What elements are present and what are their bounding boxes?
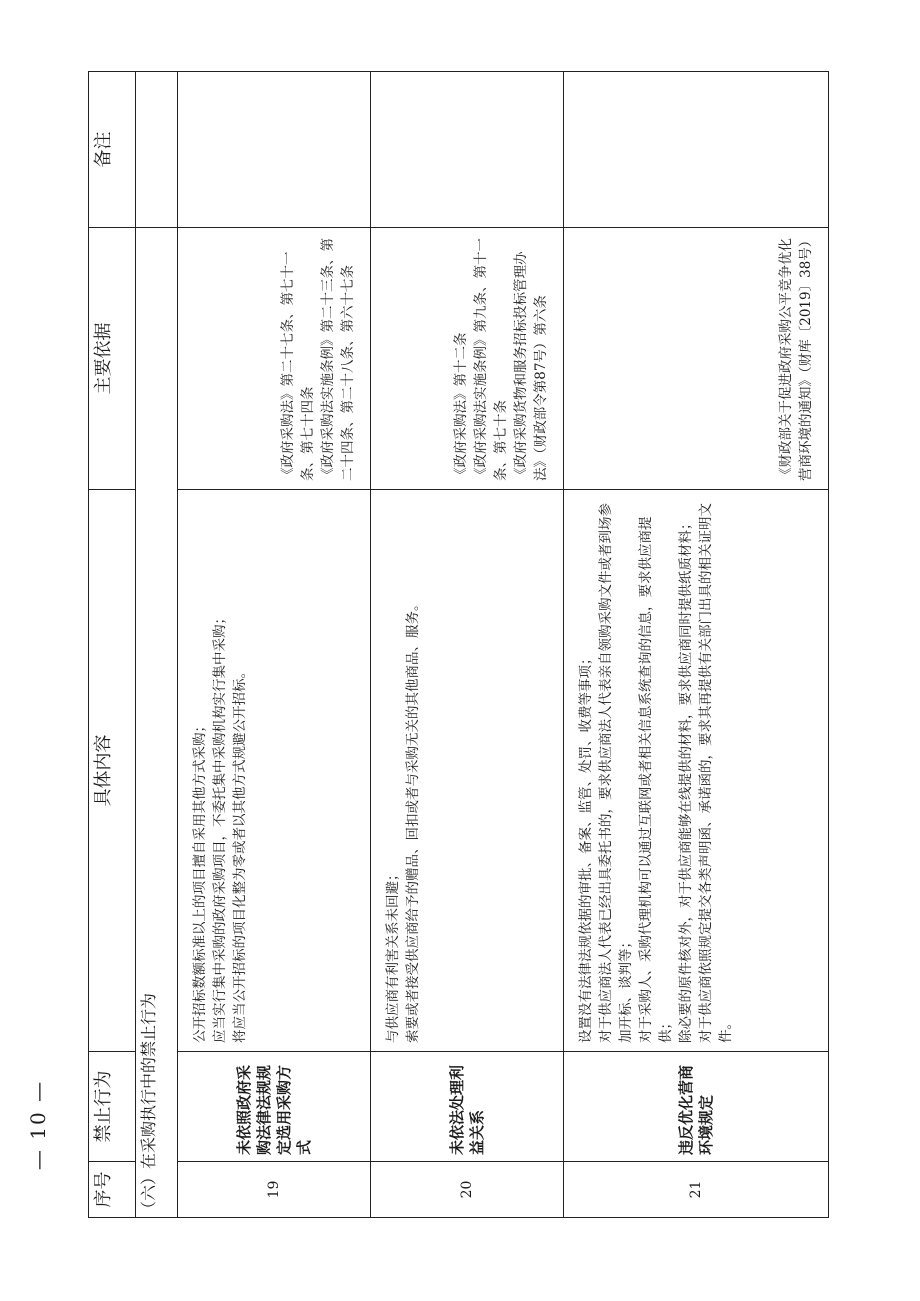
basis-line: 《政府采购法》第十二条 bbox=[453, 332, 469, 481]
table-row bbox=[371, 72, 564, 1218]
header-content: 具体内容 bbox=[89, 490, 136, 1052]
row-content bbox=[178, 490, 371, 1052]
table-row bbox=[178, 72, 371, 1218]
row-number: 20 bbox=[371, 1162, 564, 1218]
content-line: 公开招标数额标准以上的项目擅自采用其他方式采购； bbox=[192, 719, 208, 1043]
row-basis bbox=[371, 228, 564, 490]
row-basis bbox=[564, 228, 829, 490]
basis-line: 《政府采购货物和服务招标投标管理办法》（财政部令第87号）第六条 bbox=[513, 251, 549, 481]
content-line: 与供应商有利害关系未回避； bbox=[385, 867, 401, 1043]
table-header-row bbox=[89, 72, 136, 1218]
row-remark bbox=[178, 72, 371, 228]
row-behavior: 未依法处理利益关系 bbox=[371, 1052, 564, 1162]
content-line: 应当实行集中采购的政府采购项目，不委托集中采购机构实行集中采购； bbox=[212, 611, 228, 1043]
basis-line: 《政府采购法》第二十七条、第七十一条、第七十四条 bbox=[280, 251, 316, 481]
table-row bbox=[564, 72, 829, 1218]
prohibited-behavior-table bbox=[88, 71, 829, 1218]
section-title: （六）在采购执行中的禁止行为 bbox=[136, 228, 178, 1218]
rotated-table-wrapper bbox=[88, 72, 826, 1218]
page-number-text: — 10 — bbox=[26, 1079, 51, 1171]
header-behavior: 禁止行为 bbox=[89, 1052, 136, 1162]
row-content bbox=[371, 490, 564, 1052]
section-remark-cell bbox=[136, 72, 178, 228]
row-number: 19 bbox=[178, 1162, 371, 1218]
row-content bbox=[564, 490, 829, 1052]
basis-line: 《政府采购法实施条例》第二十三条、第二十四条、第二十八条、第六十七条 bbox=[320, 238, 356, 481]
page-number bbox=[18, 1000, 58, 1250]
header-remark: 备注 bbox=[89, 72, 136, 228]
basis-line: 《政府采购法实施条例》第九条、第十一条、第七十条 bbox=[473, 238, 509, 481]
content-line: 对于采购人、采购代理机构可以通过互联网或者相关信息系统查询的信息，要求供应商提供； bbox=[638, 516, 674, 1043]
row-behavior: 未依照政府采购法律法规规定选用采购方式 bbox=[178, 1052, 371, 1162]
section-row bbox=[136, 72, 178, 1218]
row-remark bbox=[564, 72, 829, 228]
basis-line: 《财政部关于促进政府采购公平竞争优化营商环境的通知》（财库〔2019〕38号） bbox=[778, 233, 814, 481]
header-no: 序号 bbox=[89, 1162, 136, 1218]
content-line: 将应当公开招标的项目化整为零或者以其他方式规避公开招标。 bbox=[232, 665, 248, 1043]
content-line: 除必要的原件核对外，对于供应商能够在线提供的材料，要求供应商同时提供纸质材料； bbox=[678, 516, 694, 1043]
row-behavior: 违反优化营商环境规定 bbox=[564, 1052, 829, 1162]
content-line: 对于供应商依照规定提交各类声明函、承诺函的，要求其再提供有关部门出具的相关证明文件。 bbox=[698, 503, 734, 1043]
row-remark bbox=[371, 72, 564, 228]
content-line: 对于供应商法人代表已经出具委托书的，要求供应商法人代表亲自领购采购文件或者到场参加开标、谈判等； bbox=[598, 503, 634, 1043]
row-basis bbox=[178, 228, 371, 490]
content-line: 设置没有法律法规依据的审批、备案、监管、处罚、收费等事项； bbox=[578, 651, 594, 1043]
content-line: 索要或者接受供应商给予的赠品、回扣或者与采购无关的其他商品、服务。 bbox=[405, 597, 421, 1043]
row-number: 21 bbox=[564, 1162, 829, 1218]
header-basis: 主要依据 bbox=[89, 228, 136, 490]
